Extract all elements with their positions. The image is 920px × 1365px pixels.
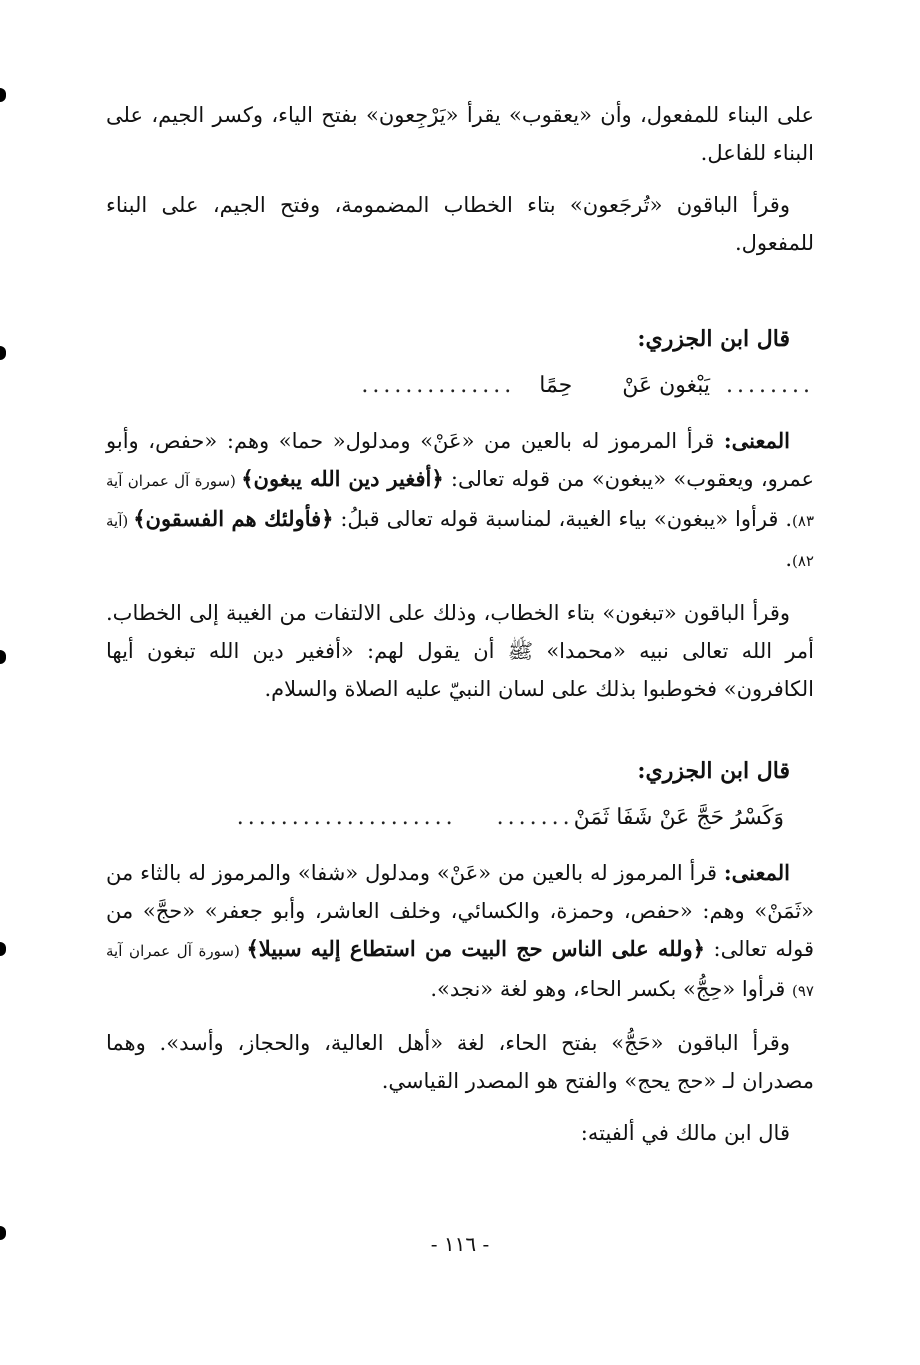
- meaning-label: المعنى:: [723, 860, 790, 885]
- meaning-paragraph-1: [99, 422, 815, 580]
- reference: (سورة آل عمران آية ٩٧): [101, 942, 814, 1000]
- verse-word-a: يَبْغون عَنْ: [622, 373, 711, 398]
- section-heading-2: قال ابن الجزري:: [637, 758, 790, 784]
- scan-edge-mark: [0, 650, 6, 664]
- paragraph-4: وقرأ الباقون «حَجُّ» بفتح الحاء، لغة «أهل العالية، والحجاز، وأسد». وهما مصدران لـ «حج يحج» والفتح هو المصدر القياسي.: [99, 1031, 814, 1093]
- verse-line-1: [106, 366, 814, 406]
- meaning-text: قرأ المرموز له بالعين من «عَنْ» ومدلول« حما» وهم: «حفص، وأبو عمرو، ويعقوب» «يبغون» من قوله تعالى:: [99, 429, 814, 491]
- quran-quote: ﴿فأولئك هم الفسقون﴾: [133, 506, 334, 531]
- scan-edge-mark: [0, 346, 6, 360]
- meaning-paragraph-2: [99, 854, 814, 1010]
- meaning-text: .: [785, 547, 793, 571]
- quran-quote: ﴿ولله على الناس حج البيت من استطاع إليه سبيلا﴾: [246, 936, 705, 961]
- scan-edge-mark: [0, 942, 6, 956]
- meaning-text: قرأ المرموز له بالعين من «عَنْ» ومدلول «شفا» والمرموز له بالثاء من «ثَمَنْ» وهم: «حفص، وحمزة، والكسائي، وخلف العاشر، وأبو جعفر» «حجَّ» من قوله تعالى:: [99, 861, 814, 961]
- verse-dots-left: ..............: [361, 373, 516, 398]
- paragraph-1: على البناء للمفعول، وأن «يعقوب» يقرأ «يَرْجِعون» بفتح الياء، وكسر الجيم، على البناء للفاعل.: [99, 103, 814, 165]
- page-body: [99, 96, 815, 1296]
- quran-quote: ﴿أفغير دين الله يبغون﴾: [241, 466, 444, 491]
- reference: (سورة آل عمران آية ٨٣): [101, 472, 815, 530]
- verse-word-b: حِمًا: [539, 373, 573, 398]
- page-number: - ١١٦ -: [430, 1232, 490, 1256]
- meaning-label: المعنى:: [723, 428, 790, 453]
- paragraph-5: قال ابن مالك في ألفيته:: [580, 1121, 790, 1145]
- meaning-text: . قرأوا «يبغون» بياء الغيبة، لمناسبة قوله تعالى قبلُ:: [333, 507, 793, 531]
- verse-dots-left: ....................: [236, 805, 457, 830]
- scan-edge-mark: [0, 88, 6, 102]
- verse-dots-right: ........: [726, 373, 814, 398]
- verse-text: وَكَسْرُ حَجَّ عَنْ شَفَا ثَمَنْ: [573, 805, 784, 830]
- paragraph-2: وقرأ الباقون «تُرجَعون» بتاء الخطاب المضمومة، وفتح الجيم، على البناء للمفعول.: [99, 193, 814, 255]
- paragraph-3: وقرأ الباقون «تبغون» بتاء الخطاب، وذلك على الالتفات من الغيبة إلى الخطاب. أمر الله تعالى نبيه «محمدا» ﷺ أن يقول لهم: «أفغير دين الله تبغون أيها الكافرون» فخوطبوا بذلك على لسان النبيّ عليه الصلاة والسلام.: [99, 601, 814, 701]
- section-heading-1: قال ابن الجزري:: [637, 326, 790, 352]
- verse-dots-mid: .......: [496, 805, 574, 830]
- meaning-text: قرأوا «حِجُّ» بكسر الحاء، وهو لغة «نجد».: [430, 977, 793, 1001]
- reference: (آية ٨٢): [101, 512, 814, 570]
- verse-line-2: [106, 798, 814, 838]
